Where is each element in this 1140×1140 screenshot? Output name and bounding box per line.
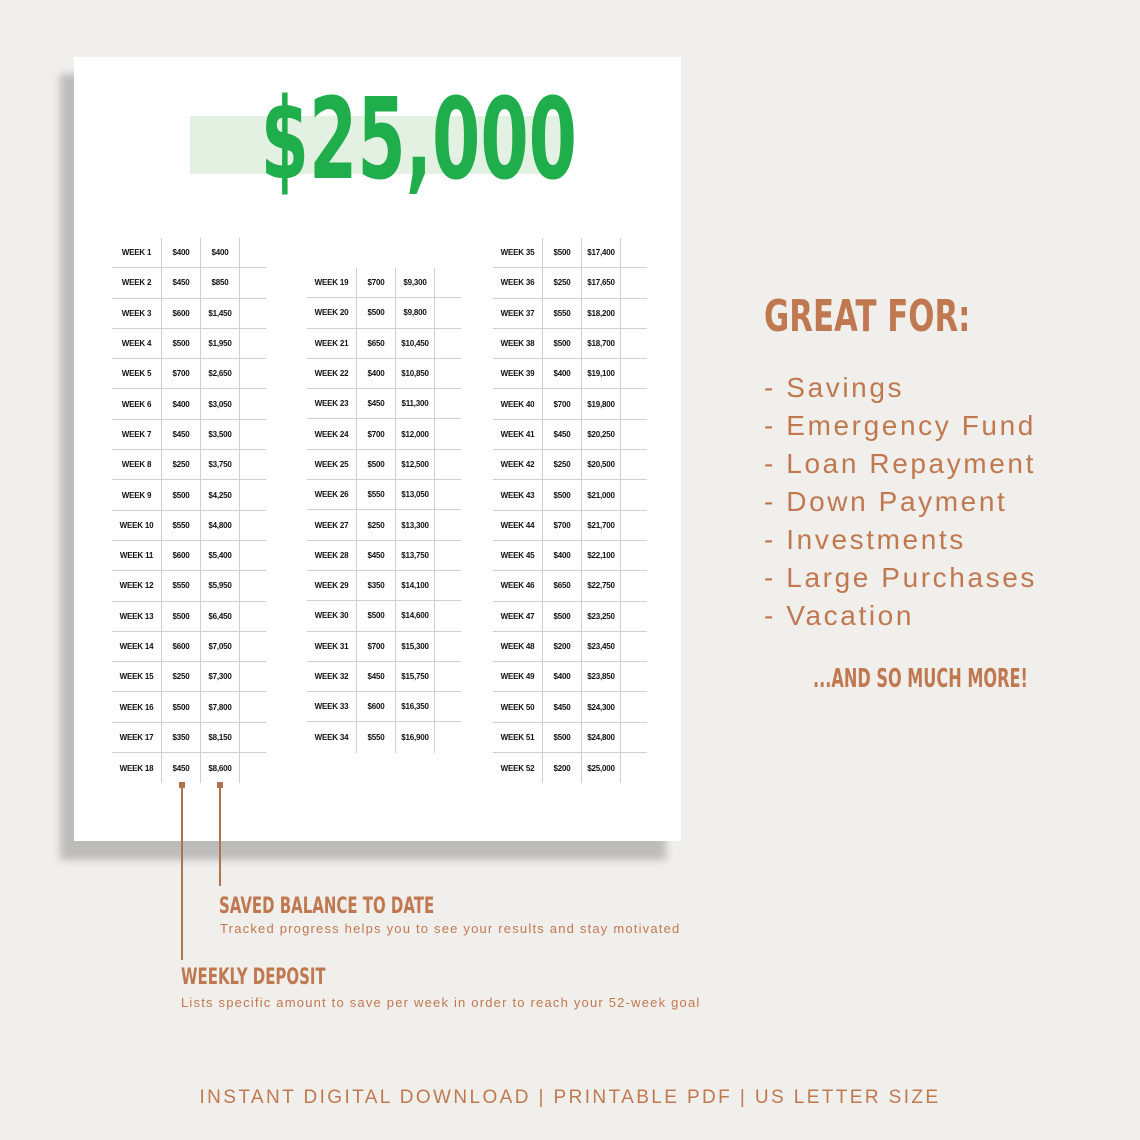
tracker-row xyxy=(112,662,266,692)
checkbox-cell xyxy=(435,541,461,571)
week-label: WEEK 38 xyxy=(493,329,543,359)
great-for-item: - Emergency Fund xyxy=(764,410,1036,441)
saved-balance-cell: $4,800 xyxy=(201,511,240,541)
saved-balance-cell: $12,500 xyxy=(396,450,435,480)
saved-balance-cell: $22,750 xyxy=(582,571,621,601)
week-label: WEEK 50 xyxy=(493,692,543,722)
tracker-row xyxy=(112,299,266,329)
saved-balance-cell: $7,300 xyxy=(201,662,240,692)
tracker-row xyxy=(112,268,266,298)
week-label: WEEK 4 xyxy=(112,329,162,359)
tracker-row xyxy=(112,511,266,541)
checkbox-cell xyxy=(435,632,461,662)
week-label: WEEK 40 xyxy=(493,389,543,419)
checkbox-cell xyxy=(240,299,266,329)
weekly-deposit-cell: $400 xyxy=(543,359,582,389)
checkbox-cell xyxy=(240,602,266,632)
checkbox-cell xyxy=(240,692,266,722)
saved-balance-cell: $24,800 xyxy=(582,723,621,753)
weekly-deposit-cell: $250 xyxy=(543,268,582,298)
saved-balance-cell: $4,250 xyxy=(201,480,240,510)
week-label: WEEK 22 xyxy=(307,359,357,389)
saved-balance-cell: $24,300 xyxy=(582,692,621,722)
tracker-row xyxy=(112,753,266,783)
week-label: WEEK 25 xyxy=(307,450,357,480)
saved-balance-cell: $400 xyxy=(201,238,240,268)
saved-balance-cell: $17,400 xyxy=(582,238,621,268)
weekly-deposit-cell: $500 xyxy=(162,329,201,359)
tracker-row xyxy=(493,692,647,722)
week-label: WEEK 36 xyxy=(493,268,543,298)
tracker-column-1 xyxy=(112,238,266,783)
weekly-deposit-cell: $600 xyxy=(162,299,201,329)
saved-balance-cell: $13,750 xyxy=(396,541,435,571)
tracker-row xyxy=(307,359,461,389)
tracker-row xyxy=(493,389,647,419)
checkbox-cell xyxy=(240,238,266,268)
checkbox-cell xyxy=(435,601,461,631)
weekly-deposit-cell: $700 xyxy=(357,268,396,298)
week-label: WEEK 49 xyxy=(493,662,543,692)
great-for-item: - Loan Repayment xyxy=(764,448,1036,479)
weekly-deposit-cell: $650 xyxy=(357,329,396,359)
saved-balance-cell: $10,850 xyxy=(396,359,435,389)
checkbox-cell xyxy=(621,480,647,510)
saved-balance-cell: $9,800 xyxy=(396,298,435,328)
weekly-deposit-cell: $450 xyxy=(543,692,582,722)
week-label: WEEK 3 xyxy=(112,299,162,329)
tracker-row xyxy=(307,571,461,601)
checkbox-cell xyxy=(621,329,647,359)
week-label: WEEK 51 xyxy=(493,723,543,753)
week-label: WEEK 19 xyxy=(307,268,357,298)
great-for-item: - Vacation xyxy=(764,600,914,631)
checkbox-cell xyxy=(435,268,461,298)
checkbox-cell xyxy=(240,571,266,601)
saved-balance-cell: $3,500 xyxy=(201,420,240,450)
weekly-deposit-cell: $700 xyxy=(162,359,201,389)
saved-balance-cell: $19,100 xyxy=(582,359,621,389)
saved-balance-cell: $23,450 xyxy=(582,632,621,662)
checkbox-cell xyxy=(240,268,266,298)
checkbox-cell xyxy=(621,602,647,632)
saved-balance-cell: $8,600 xyxy=(201,753,240,783)
week-label: WEEK 10 xyxy=(112,511,162,541)
saved-balance-cell: $23,850 xyxy=(582,662,621,692)
week-label: WEEK 13 xyxy=(112,602,162,632)
checkbox-cell xyxy=(435,571,461,601)
weekly-deposit-cell: $500 xyxy=(543,329,582,359)
tracker-row xyxy=(307,692,461,722)
checkbox-cell xyxy=(621,299,647,329)
tracker-row xyxy=(493,480,647,510)
saved-balance-cell: $18,200 xyxy=(582,299,621,329)
checkbox-cell xyxy=(240,632,266,662)
saved-balance-cell: $5,400 xyxy=(201,541,240,571)
week-label: WEEK 12 xyxy=(112,571,162,601)
weekly-deposit-cell: $250 xyxy=(357,510,396,540)
weekly-deposit-cell: $400 xyxy=(162,238,201,268)
week-label: WEEK 35 xyxy=(493,238,543,268)
saved-balance-cell: $9,300 xyxy=(396,268,435,298)
checkbox-cell xyxy=(435,722,461,752)
tracker-row xyxy=(307,601,461,631)
tracker-row xyxy=(493,662,647,692)
tracker-row xyxy=(307,722,461,752)
checkbox-cell xyxy=(240,420,266,450)
tracker-row xyxy=(493,602,647,632)
weekly-deposit-cell: $350 xyxy=(162,723,201,753)
saved-balance-cell: $19,800 xyxy=(582,389,621,419)
checkbox-cell xyxy=(621,541,647,571)
weekly-deposit-cell: $500 xyxy=(543,723,582,753)
tracker-row xyxy=(112,632,266,662)
great-for-title: GREAT FOR: xyxy=(764,291,971,342)
saved-balance-cell: $21,000 xyxy=(582,480,621,510)
tracker-column-2 xyxy=(307,268,461,753)
saved-balance-cell: $2,650 xyxy=(201,359,240,389)
checkbox-cell xyxy=(621,753,647,783)
tracker-row xyxy=(307,298,461,328)
week-label: WEEK 28 xyxy=(307,541,357,571)
checkbox-cell xyxy=(240,541,266,571)
weekly-deposit-description: Lists specific amount to save per week in order to reach your 52-week goal xyxy=(181,995,701,1010)
saved-balance-cell: $1,950 xyxy=(201,329,240,359)
saved-balance-cell: $16,900 xyxy=(396,722,435,752)
week-label: WEEK 2 xyxy=(112,268,162,298)
checkbox-cell xyxy=(435,480,461,510)
checkbox-cell xyxy=(621,389,647,419)
checkbox-cell xyxy=(621,511,647,541)
checkbox-cell xyxy=(240,753,266,783)
weekly-deposit-cell: $550 xyxy=(357,480,396,510)
checkbox-cell xyxy=(621,238,647,268)
weekly-deposit-cell: $700 xyxy=(543,511,582,541)
checkbox-cell xyxy=(435,298,461,328)
week-label: WEEK 32 xyxy=(307,662,357,692)
tracker-row xyxy=(307,632,461,662)
saved-balance-cell: $3,750 xyxy=(201,450,240,480)
tracker-row xyxy=(307,419,461,449)
weekly-deposit-cell: $450 xyxy=(543,420,582,450)
tracker-row xyxy=(493,420,647,450)
tracker-row xyxy=(493,571,647,601)
checkbox-cell xyxy=(240,329,266,359)
saved-balance-cell: $3,050 xyxy=(201,389,240,419)
week-label: WEEK 27 xyxy=(307,510,357,540)
weekly-deposit-cell: $250 xyxy=(162,662,201,692)
week-label: WEEK 21 xyxy=(307,329,357,359)
saved-balance-description: Tracked progress helps you to see your results and stay motivated xyxy=(220,921,681,936)
week-label: WEEK 23 xyxy=(307,389,357,419)
weekly-deposit-cell: $500 xyxy=(357,298,396,328)
tracker-row xyxy=(307,480,461,510)
tracker-row xyxy=(493,632,647,662)
week-label: WEEK 15 xyxy=(112,662,162,692)
week-label: WEEK 26 xyxy=(307,480,357,510)
weekly-deposit-cell: $450 xyxy=(357,389,396,419)
checkbox-cell xyxy=(240,450,266,480)
week-label: WEEK 7 xyxy=(112,420,162,450)
weekly-deposit-cell: $600 xyxy=(357,692,396,722)
weekly-deposit-cell: $450 xyxy=(357,662,396,692)
checkbox-cell xyxy=(240,511,266,541)
weekly-deposit-cell: $250 xyxy=(162,450,201,480)
weekly-deposit-cell: $450 xyxy=(357,541,396,571)
checkbox-cell xyxy=(621,359,647,389)
saved-balance-cell: $13,300 xyxy=(396,510,435,540)
saved-balance-cell: $20,250 xyxy=(582,420,621,450)
week-label: WEEK 48 xyxy=(493,632,543,662)
goal-amount: $25,000 xyxy=(260,75,577,205)
tracker-row xyxy=(493,299,647,329)
checkbox-cell xyxy=(240,723,266,753)
tracker-row xyxy=(112,480,266,510)
weekly-deposit-cell: $400 xyxy=(162,389,201,419)
tracker-row xyxy=(112,450,266,480)
checkbox-cell xyxy=(621,662,647,692)
tracker-row xyxy=(493,450,647,480)
week-label: WEEK 5 xyxy=(112,359,162,389)
week-label: WEEK 43 xyxy=(493,480,543,510)
weekly-deposit-cell: $550 xyxy=(357,722,396,752)
tracker-row xyxy=(493,541,647,571)
saved-balance-cell: $25,000 xyxy=(582,753,621,783)
saved-balance-cell: $5,950 xyxy=(201,571,240,601)
tracker-row xyxy=(112,541,266,571)
weekly-deposit-cell: $500 xyxy=(543,480,582,510)
week-label: WEEK 31 xyxy=(307,632,357,662)
tracker-row xyxy=(112,692,266,722)
week-label: WEEK 33 xyxy=(307,692,357,722)
checkbox-cell xyxy=(240,359,266,389)
saved-balance-cell: $14,600 xyxy=(396,601,435,631)
week-label: WEEK 39 xyxy=(493,359,543,389)
saved-balance-cell: $17,650 xyxy=(582,268,621,298)
tracker-row xyxy=(112,389,266,419)
checkbox-cell xyxy=(621,632,647,662)
saved-balance-cell: $15,750 xyxy=(396,662,435,692)
checkbox-cell xyxy=(435,662,461,692)
tracker-row xyxy=(307,389,461,419)
week-label: WEEK 18 xyxy=(112,753,162,783)
tracker-column-3 xyxy=(493,238,647,783)
tracker-row xyxy=(307,510,461,540)
week-label: WEEK 52 xyxy=(493,753,543,783)
saved-balance-cell: $15,300 xyxy=(396,632,435,662)
tracker-row xyxy=(307,329,461,359)
footer-product-info: INSTANT DIGITAL DOWNLOAD | PRINTABLE PDF | US LETTER SIZE xyxy=(199,1087,941,1108)
checkbox-cell xyxy=(435,389,461,419)
great-for-item: - Large Purchases xyxy=(764,562,1037,593)
weekly-deposit-cell: $600 xyxy=(162,632,201,662)
week-label: WEEK 11 xyxy=(112,541,162,571)
checkbox-cell xyxy=(621,268,647,298)
tracker-row xyxy=(493,268,647,298)
saved-balance-cell: $14,100 xyxy=(396,571,435,601)
saved-balance-cell: $20,500 xyxy=(582,450,621,480)
saved-balance-cell: $11,300 xyxy=(396,389,435,419)
tracker-row xyxy=(493,329,647,359)
saved-balance-cell: $12,000 xyxy=(396,419,435,449)
weekly-deposit-cell: $500 xyxy=(162,480,201,510)
weekly-deposit-title: WEEKLY DEPOSIT xyxy=(181,965,326,990)
weekly-deposit-cell: $650 xyxy=(543,571,582,601)
week-label: WEEK 14 xyxy=(112,632,162,662)
checkbox-cell xyxy=(435,450,461,480)
weekly-deposit-cell: $700 xyxy=(357,632,396,662)
week-label: WEEK 16 xyxy=(112,692,162,722)
checkbox-cell xyxy=(240,480,266,510)
tracker-row xyxy=(112,359,266,389)
saved-balance-cell: $7,050 xyxy=(201,632,240,662)
saved-balance-cell: $1,450 xyxy=(201,299,240,329)
tracker-row xyxy=(112,571,266,601)
saved-balance-cell: $10,450 xyxy=(396,329,435,359)
great-for-list xyxy=(764,369,1037,635)
great-for-item: - Investments xyxy=(764,524,966,555)
week-label: WEEK 34 xyxy=(307,722,357,752)
weekly-deposit-cell: $450 xyxy=(162,753,201,783)
tracker-row xyxy=(307,268,461,298)
great-for-item: - Down Payment xyxy=(764,486,1008,517)
saved-balance-cell: $13,050 xyxy=(396,480,435,510)
weekly-deposit-cell: $700 xyxy=(357,419,396,449)
saved-balance-cell: $6,450 xyxy=(201,602,240,632)
checkbox-cell xyxy=(621,723,647,753)
checkbox-cell xyxy=(435,419,461,449)
week-label: WEEK 1 xyxy=(112,238,162,268)
weekly-deposit-cell: $500 xyxy=(357,601,396,631)
tracker-row xyxy=(112,329,266,359)
tracker-row xyxy=(493,238,647,268)
weekly-deposit-cell: $200 xyxy=(543,753,582,783)
week-label: WEEK 45 xyxy=(493,541,543,571)
weekly-deposit-leader-line xyxy=(181,786,183,960)
weekly-deposit-cell: $500 xyxy=(357,450,396,480)
great-for-item: - Savings xyxy=(764,372,905,403)
checkbox-cell xyxy=(621,692,647,722)
weekly-deposit-cell: $250 xyxy=(543,450,582,480)
week-label: WEEK 8 xyxy=(112,450,162,480)
saved-balance-cell: $850 xyxy=(201,268,240,298)
checkbox-cell xyxy=(240,662,266,692)
weekly-deposit-cell: $600 xyxy=(162,541,201,571)
weekly-deposit-cell: $550 xyxy=(543,299,582,329)
weekly-deposit-cell: $500 xyxy=(162,692,201,722)
week-label: WEEK 9 xyxy=(112,480,162,510)
checkbox-cell xyxy=(621,420,647,450)
saved-balance-cell: $22,100 xyxy=(582,541,621,571)
tracker-row xyxy=(112,420,266,450)
weekly-deposit-cell: $400 xyxy=(543,541,582,571)
checkbox-cell xyxy=(621,571,647,601)
saved-balance-title: SAVED BALANCE TO DATE xyxy=(219,894,435,919)
week-label: WEEK 42 xyxy=(493,450,543,480)
week-label: WEEK 24 xyxy=(307,419,357,449)
weekly-deposit-cell: $400 xyxy=(543,662,582,692)
week-label: WEEK 41 xyxy=(493,420,543,450)
checkbox-cell xyxy=(435,510,461,540)
weekly-deposit-cell: $700 xyxy=(543,389,582,419)
saved-balance-cell: $23,250 xyxy=(582,602,621,632)
week-label: WEEK 37 xyxy=(493,299,543,329)
weekly-deposit-cell: $500 xyxy=(162,602,201,632)
weekly-deposit-cell: $500 xyxy=(543,602,582,632)
checkbox-cell xyxy=(435,692,461,722)
checkbox-cell xyxy=(621,450,647,480)
tracker-row xyxy=(307,450,461,480)
tracker-row xyxy=(493,723,647,753)
week-label: WEEK 29 xyxy=(307,571,357,601)
saved-balance-leader-line xyxy=(219,786,221,886)
week-label: WEEK 47 xyxy=(493,602,543,632)
weekly-deposit-cell: $450 xyxy=(162,268,201,298)
week-label: WEEK 6 xyxy=(112,389,162,419)
checkbox-cell xyxy=(435,359,461,389)
week-label: WEEK 17 xyxy=(112,723,162,753)
tracker-row xyxy=(112,238,266,268)
week-label: WEEK 20 xyxy=(307,298,357,328)
checkbox-cell xyxy=(435,329,461,359)
tracker-row xyxy=(307,662,461,692)
weekly-deposit-cell: $400 xyxy=(357,359,396,389)
tracker-row xyxy=(307,541,461,571)
tracker-row xyxy=(112,723,266,753)
tracker-row xyxy=(112,602,266,632)
saved-balance-cell: $18,700 xyxy=(582,329,621,359)
tracker-row xyxy=(493,511,647,541)
checkbox-cell xyxy=(240,389,266,419)
weekly-deposit-cell: $350 xyxy=(357,571,396,601)
tracker-row xyxy=(493,753,647,783)
tracker-row xyxy=(493,359,647,389)
week-label: WEEK 30 xyxy=(307,601,357,631)
weekly-deposit-cell: $200 xyxy=(543,632,582,662)
weekly-deposit-cell: $550 xyxy=(162,511,201,541)
saved-balance-cell: $7,800 xyxy=(201,692,240,722)
weekly-deposit-cell: $550 xyxy=(162,571,201,601)
weekly-deposit-cell: $450 xyxy=(162,420,201,450)
saved-balance-cell: $21,700 xyxy=(582,511,621,541)
week-label: WEEK 46 xyxy=(493,571,543,601)
week-label: WEEK 44 xyxy=(493,511,543,541)
saved-balance-cell: $8,150 xyxy=(201,723,240,753)
weekly-deposit-cell: $500 xyxy=(543,238,582,268)
printable-sheet xyxy=(74,57,681,841)
so-much-more-label: ...AND SO MUCH MORE! xyxy=(813,664,1028,694)
saved-balance-cell: $16,350 xyxy=(396,692,435,722)
